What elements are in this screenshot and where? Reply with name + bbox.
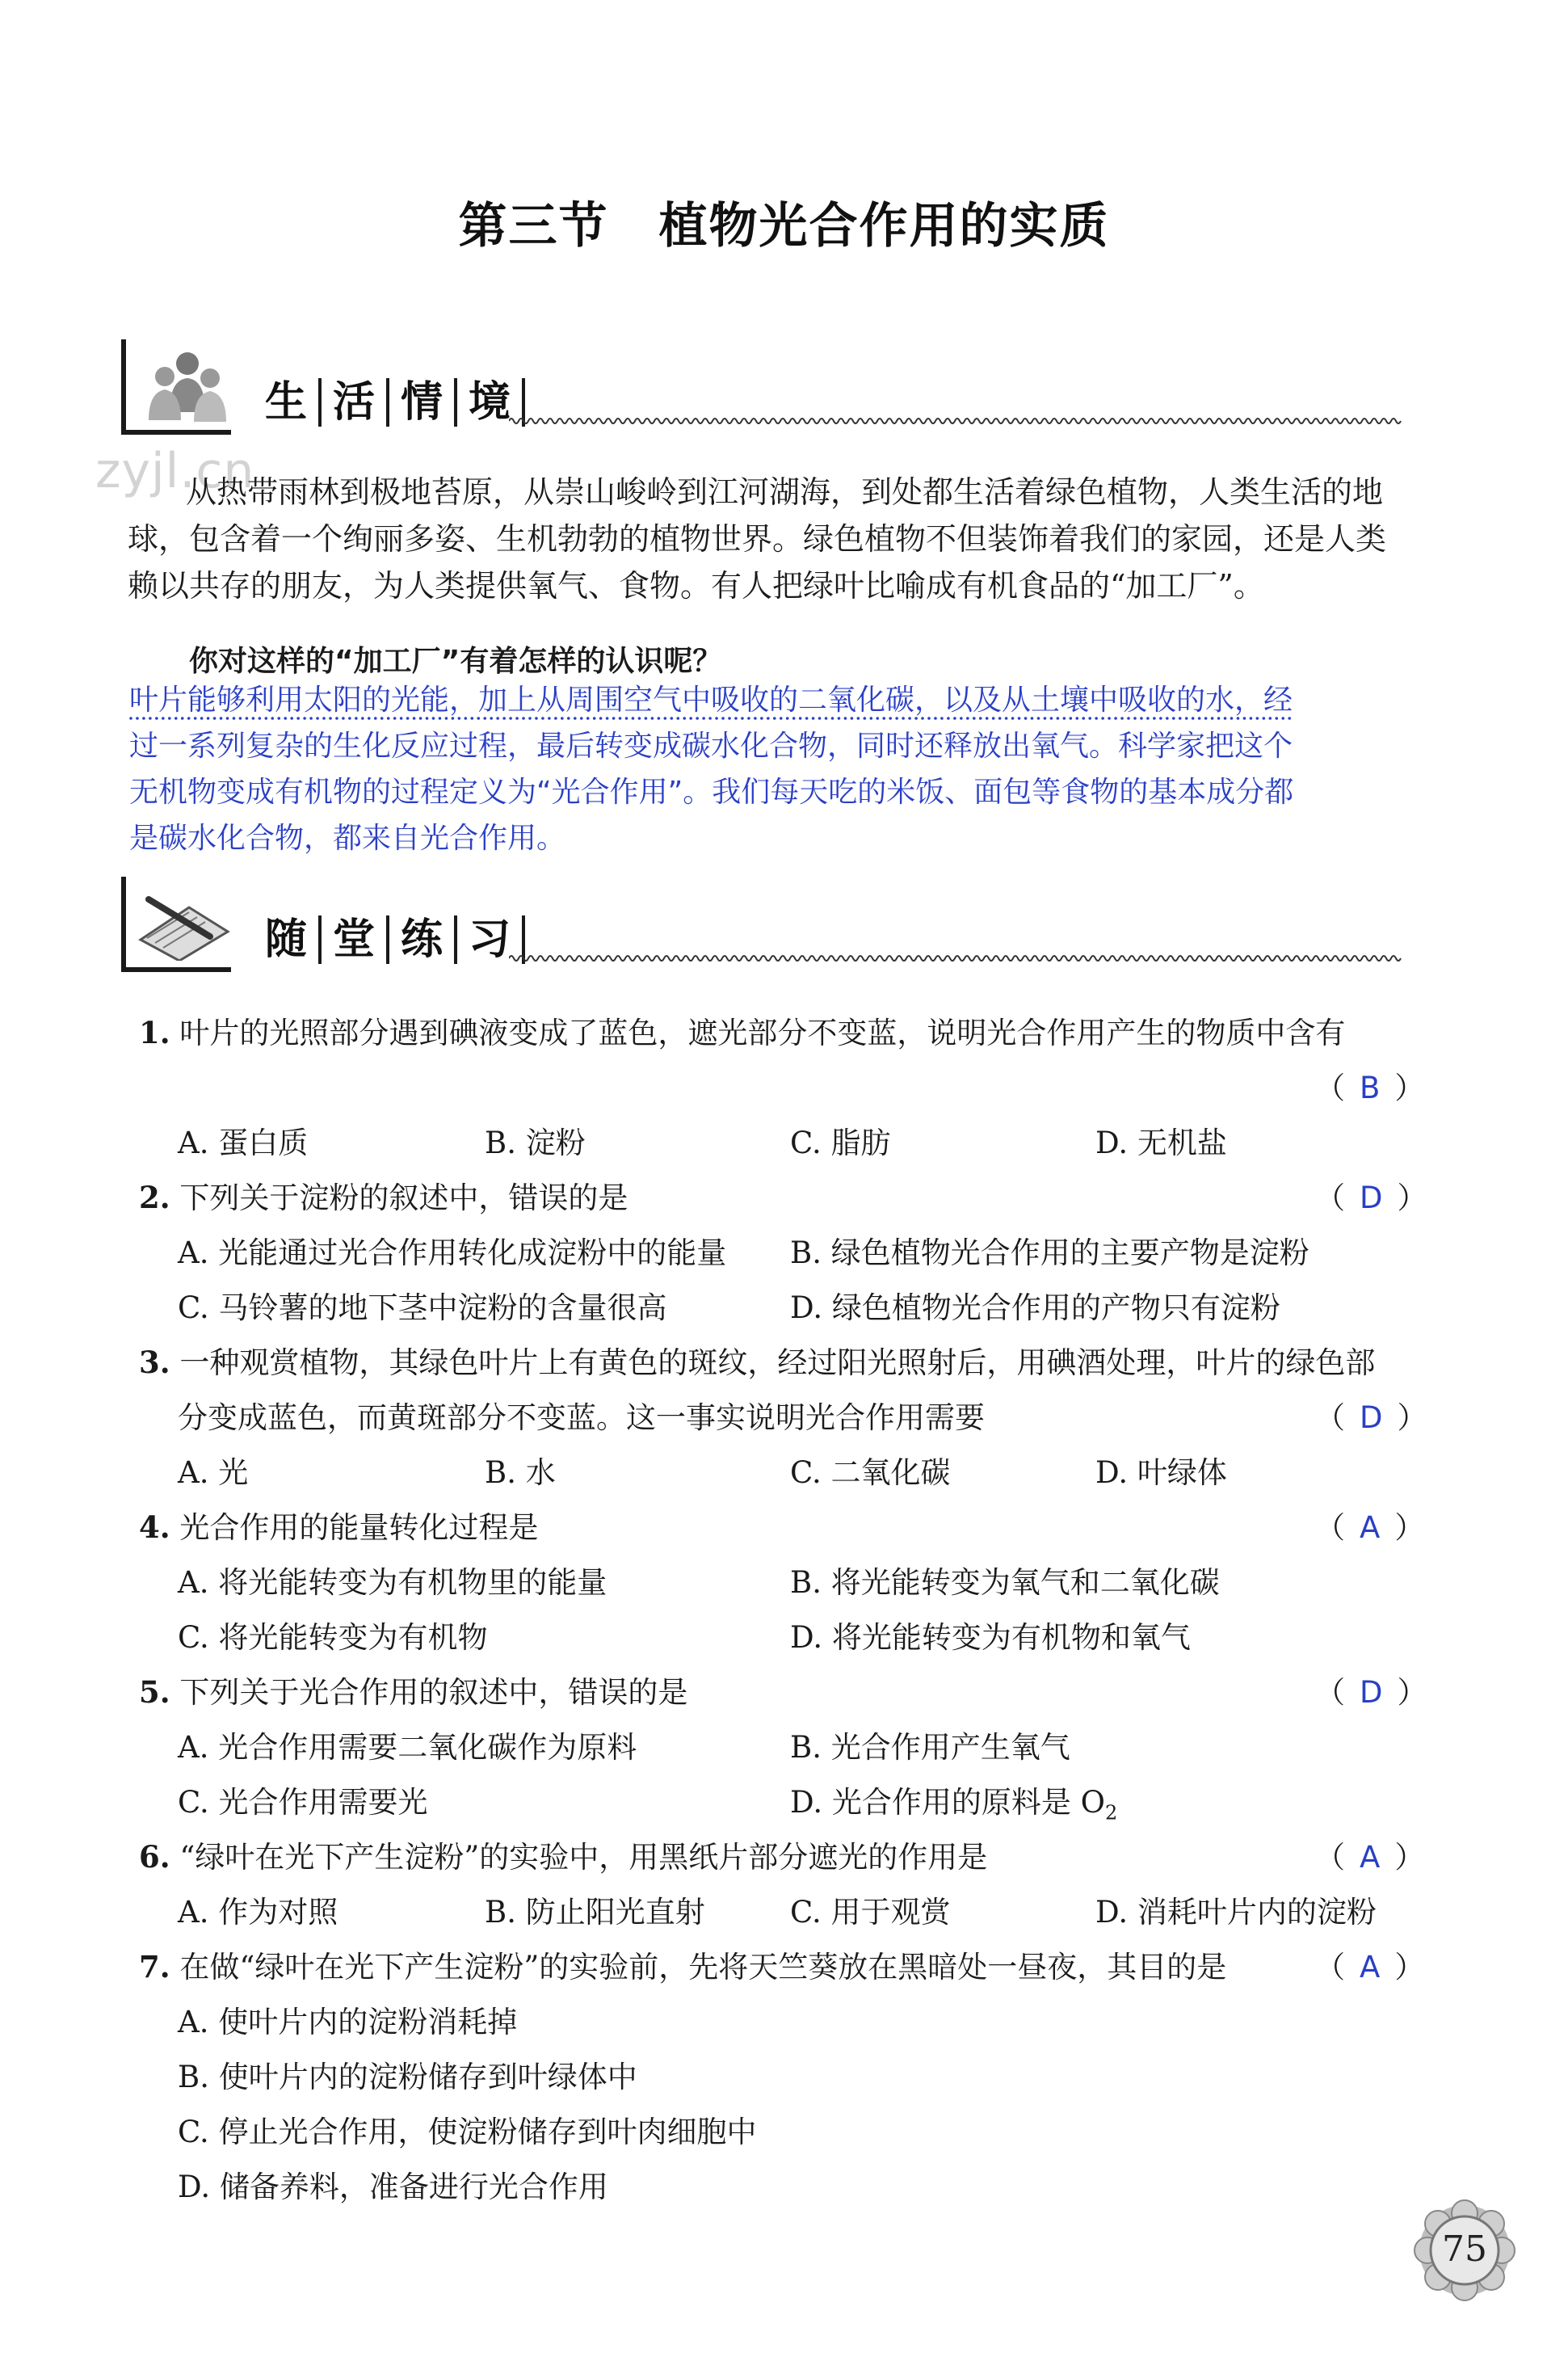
label-char: 生 bbox=[265, 378, 322, 427]
answer-paren bbox=[1315, 1063, 1424, 1107]
label-char: 堂 bbox=[322, 915, 389, 964]
question-number: 2. bbox=[139, 1180, 170, 1215]
label-char: 境 bbox=[457, 378, 525, 427]
paragraph-line: 从热带雨林到极地苔原，从崇山峻岭到江河湖海，到处都生活着绿色植物，人类生活的地 bbox=[186, 474, 1384, 510]
paren-close: ） bbox=[1394, 1510, 1425, 1545]
paren-open: （ bbox=[1315, 1510, 1345, 1545]
watermark: zyjl.cn bbox=[95, 443, 255, 499]
answer-line: 无机物变成有机物的过程定义为“光合作用”。我们每天吃的米饭、面包等食物的基本成分都 bbox=[129, 776, 1294, 809]
option: D. 无机盐 bbox=[1095, 1126, 1227, 1160]
answer-paren bbox=[1315, 1942, 1424, 1986]
label-char: 随 bbox=[265, 915, 322, 964]
question-number: 3. bbox=[139, 1345, 170, 1380]
question-text: 叶片的光照部分遇到碘液变成了蓝色，遮光部分不变蓝，说明光合作用产生的物质中含有 bbox=[179, 1016, 1346, 1050]
label-char: 练 bbox=[389, 915, 457, 964]
people-icon bbox=[137, 347, 234, 424]
answer-line: 叶片能够利用太阳的光能，加上从周围空气中吸收的二氧化碳，以及从土壤中吸收的水，经 bbox=[129, 684, 1293, 717]
question-text: 在做“绿叶在光下产生淀粉”的实验前，先将天竺葵放在黑暗处一昼夜，其目的是 bbox=[179, 1950, 1227, 1985]
section-label bbox=[265, 883, 525, 964]
option: C. 光合作用需要光 bbox=[178, 1785, 428, 1820]
option bbox=[790, 1778, 1117, 1824]
answer-paren bbox=[1315, 1393, 1427, 1437]
page-number: 75 bbox=[1442, 2229, 1487, 2270]
option: A. 作为对照 bbox=[178, 1895, 338, 1930]
answer-choice: B bbox=[1360, 1071, 1381, 1105]
paren-open: （ bbox=[1315, 1071, 1345, 1105]
question-number: 5. bbox=[139, 1674, 170, 1710]
paragraph-line: 赖以共存的朋友，为人类提供氧气、食物。有人把绿叶比喻成有机食品的“加工厂”。 bbox=[128, 568, 1264, 604]
question-1 bbox=[139, 1008, 1345, 1052]
paren-open: （ bbox=[1315, 1840, 1345, 1875]
answer-paren bbox=[1315, 1668, 1427, 1711]
intro-paragraph bbox=[128, 469, 1420, 609]
subscript: 2 bbox=[1104, 1801, 1118, 1825]
option: A. 光能通过光合作用转化成淀粉中的能量 bbox=[178, 1235, 727, 1270]
option: B. 淀粉 bbox=[485, 1126, 586, 1160]
option: C. 马铃薯的地下茎中淀粉的含量很高 bbox=[178, 1290, 667, 1325]
wavy-divider bbox=[509, 415, 1406, 427]
question-3-continued: 分变成蓝色，而黄斑部分不变蓝。这一事实说明光合作用需要 bbox=[178, 1400, 985, 1435]
option: C. 用于观赏 bbox=[790, 1895, 951, 1930]
paren-close: ） bbox=[1397, 1181, 1427, 1215]
option: B. 使叶片内的淀粉储存到叶绿体中 bbox=[178, 2060, 637, 2094]
paren-close: ） bbox=[1394, 1840, 1425, 1875]
label-char: 活 bbox=[322, 378, 389, 427]
handwritten-answer bbox=[129, 677, 1422, 861]
paren-open: （ bbox=[1315, 1400, 1345, 1435]
paren-open: （ bbox=[1315, 1181, 1345, 1215]
question-number: 7. bbox=[139, 1949, 170, 1985]
question-text: 下列关于光合作用的叙述中，错误的是 bbox=[179, 1675, 688, 1710]
paragraph-line: 球，包含着一个绚丽多姿、生机勃勃的植物世界。绿色植物不但装饰着我们的家园，还是人类 bbox=[128, 521, 1387, 557]
question-text: 光合作用的能量转化过程是 bbox=[179, 1510, 539, 1545]
question-number: 4. bbox=[139, 1509, 170, 1545]
paren-close: ） bbox=[1397, 1675, 1427, 1710]
option: B. 绿色植物光合作用的主要产物是淀粉 bbox=[790, 1235, 1309, 1270]
wavy-divider bbox=[509, 953, 1406, 964]
answer-paren bbox=[1315, 1503, 1424, 1547]
option: D. 消耗叶片内的淀粉 bbox=[1095, 1895, 1377, 1930]
answer-paren bbox=[1315, 1833, 1424, 1876]
option: D. 叶绿体 bbox=[1095, 1455, 1227, 1490]
question-text: 下列关于淀粉的叙述中，错误的是 bbox=[179, 1181, 628, 1215]
label-char: 习 bbox=[457, 915, 525, 964]
option: C. 脂肪 bbox=[790, 1126, 891, 1160]
option: C. 将光能转变为有机物 bbox=[178, 1620, 488, 1655]
paren-open: （ bbox=[1315, 1675, 1345, 1710]
question-7 bbox=[139, 1942, 1226, 1986]
answer-choice: D bbox=[1360, 1400, 1383, 1435]
prompt-question: 你对这样的“加工厂”有着怎样的认识呢？ bbox=[189, 645, 722, 678]
question-number: 6. bbox=[139, 1839, 170, 1875]
section-header-life-situation bbox=[121, 339, 1414, 436]
option: A. 蛋白质 bbox=[178, 1126, 309, 1160]
answer-choice: D bbox=[1360, 1675, 1383, 1710]
answer-choice: A bbox=[1360, 1950, 1381, 1985]
answer-line: 过一系列复杂的生化反应过程，最后转变成碳水化合物，同时还释放出氧气。科学家把这个 bbox=[129, 730, 1293, 763]
paren-close: ） bbox=[1394, 1950, 1425, 1985]
paren-close: ） bbox=[1394, 1071, 1425, 1105]
label-char: 情 bbox=[389, 378, 457, 427]
question-text: 一种观赏植物，其绿色叶片上有黄色的斑纹，经过阳光照射后，用碘酒处理，叶片的绿色部 bbox=[179, 1345, 1376, 1380]
question-text: “绿叶在光下产生淀粉”的实验中，用黑纸片部分遮光的作用是 bbox=[179, 1840, 988, 1875]
question-number: 1. bbox=[139, 1015, 170, 1050]
answer-choice: A bbox=[1360, 1840, 1381, 1875]
option: C. 停止光合作用，使淀粉储存到叶肉细胞中 bbox=[178, 2115, 757, 2149]
question-3 bbox=[139, 1338, 1375, 1382]
option: B. 防止阳光直射 bbox=[485, 1895, 705, 1930]
option: D. 将光能转变为有机物和氧气 bbox=[790, 1620, 1191, 1655]
section-label bbox=[265, 346, 525, 427]
question-2 bbox=[139, 1173, 628, 1217]
page-number-badge bbox=[1412, 2198, 1517, 2303]
option: B. 光合作用产生氧气 bbox=[790, 1730, 1070, 1765]
option: B. 水 bbox=[485, 1455, 556, 1490]
option-text: D. 光合作用的原料是 O bbox=[790, 1785, 1105, 1820]
notebook-pen-icon bbox=[132, 891, 234, 961]
option: D. 储备养料，准备进行光合作用 bbox=[178, 2170, 608, 2204]
section-header-practice bbox=[121, 877, 1414, 974]
option: A. 将光能转变为有机物里的能量 bbox=[178, 1565, 607, 1600]
option: C. 二氧化碳 bbox=[790, 1455, 951, 1490]
option: A. 光合作用需要二氧化碳作为原料 bbox=[178, 1730, 637, 1765]
question-5 bbox=[139, 1668, 687, 1711]
option: A. 使叶片内的淀粉消耗掉 bbox=[178, 2005, 518, 2039]
option: B. 将光能转变为氧气和二氧化碳 bbox=[790, 1565, 1220, 1600]
page-title: 第三节 植物光合作用的实质 bbox=[458, 198, 1110, 255]
answer-paren bbox=[1315, 1173, 1427, 1217]
answer-line: 是碳水化合物，都来自光合作用。 bbox=[129, 822, 566, 855]
paren-close: ） bbox=[1397, 1400, 1427, 1435]
paren-open: （ bbox=[1315, 1950, 1345, 1985]
option: D. 绿色植物光合作用的产物只有淀粉 bbox=[790, 1290, 1280, 1325]
answer-choice: A bbox=[1360, 1510, 1381, 1545]
question-6 bbox=[139, 1833, 987, 1876]
answer-choice: D bbox=[1360, 1181, 1383, 1215]
question-4 bbox=[139, 1503, 538, 1547]
option: A. 光 bbox=[178, 1455, 249, 1490]
